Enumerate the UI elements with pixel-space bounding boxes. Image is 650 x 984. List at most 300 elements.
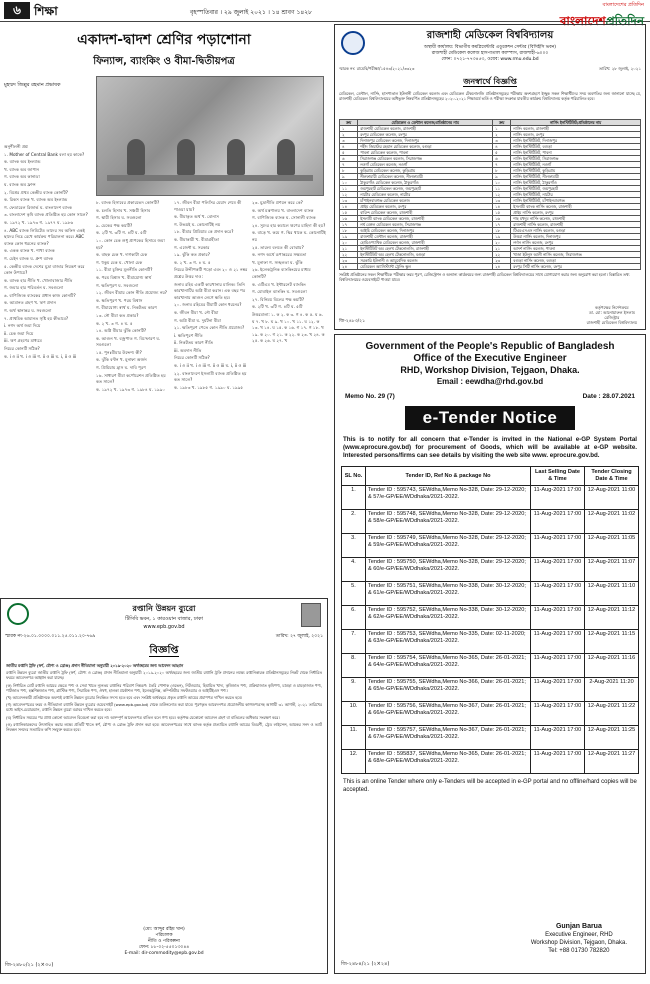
question-line: খ. ব্যাংক অব জাপান [4,166,40,172]
tender-close-cell: 12-Aug-2021 11:27 [585,750,639,774]
question-line: গ. উভয়ই ঘ. কোনোটিই নয় [174,221,221,227]
tender-last-cell: 11-Aug-2021 17:00 [531,750,585,774]
table-header-cell: Last Selling Date & Time [531,467,585,486]
question-line: ৪. ABC ব্যাংক লিমিটেড তাদের সব অফিস একই ছাদের নিচে রেখে কার্যক্রম পরিচালনা করে। ABC ব্যাংক কোন ধরনের ব্যাংক? [4,227,85,246]
epb-website[interactable]: www.epb.gov.bd [143,624,185,630]
table-cell: ১৭ [493,222,511,228]
table-cell: ১০ [493,180,511,186]
rmu-institution-table [339,119,641,270]
question-line: ক. ১৯৮৩ খ. ১৯৮৫ গ. ১৯৯০ ঘ. ১৯৯৫ [174,384,244,390]
table-cell: ১৯ [340,234,358,240]
table-cell: ২২ [340,252,358,258]
table-cell: নার্সিং ইনস্টিটিউট, কুড়িগ্রাম [511,168,641,174]
table-cell: দিনাজপুর মেডিকেল কলেজ, দিনাজপুর [358,138,493,144]
rmu-footer: সংশ্লিষ্ট প্রতিষ্ঠানের সকল শিক্ষার্থীকে পরীক্ষার ফরম পূরণ, রেজিস্ট্রেশন ও অন্যান্য কার্যক্রমের জন্য রাজশাহী মেডিকেল বিশ্ববিদ্যালয়ের সাথে যোগাযোগ করার জন্য অনুরোধ করা হলো। বিস্তারিত তথ্য বিশ্ববিদ্যালয়ের ওয়েবসাইটে পাওয়া যাবে। [339,272,630,282]
table-cell: ৪ [493,144,511,150]
rhd-footer: This is an online Tender where only e-Tenders will be accepted in e-GP portal and no offline/hard copies will be accepted. [343,779,637,793]
question-line: ৭. প্রাথমিক আমানত সৃষ্টি হয় কীভাবে? [4,315,69,321]
rhd-intro: This is to notify for all concern that e-Tender is invited in the National e-GP System Portal (www.eprocure.gov.bd) for procurement of Goods, which will be available at e-GP website. Interested persons/firms can see details by visiting the web site www. eprocure.gov.bd. [343,436,637,459]
question-line: ৬. বাণিজ্যিক ব্যাংকের প্রধান কাজ কোনটি? [4,292,76,298]
table-cell: ৬ [493,156,511,162]
table-cell: আদর্শ নার্সিং কলেজ, পাবনা [511,246,641,252]
masthead [0,0,650,28]
article-subtitle: ফিন্যান্স, ব্যাংকিং ও বীমা-দ্বিতীয়পত্র [93,56,235,67]
question-line: ১০. কোন চেক শুধু প্রাপকের হিসাবে জমা হয়? [96,237,165,250]
table-cell: ৪ [340,144,358,150]
table-cell: ৭ [493,162,511,168]
question-line: ক. আগুন খ. বজ্রপাত গ. বিস্ফোরণ ঘ. সবগুলো [96,335,161,348]
rhd-signature [531,923,627,955]
tender-last-cell: 11-Aug-2021 17:00 [531,582,585,606]
table-cell: নার্সিং ইনস্টিটিউট, চাঁপাইনবাবগঞ্জ [511,198,641,204]
tender-table [341,466,639,774]
table-cell: রংপুর মেডিকেল কলেজ, রংপুর [358,132,493,138]
tender-close-cell: 12-Aug-2021 11:10 [585,582,639,606]
rhd-sign-name: Gunjan Barua [555,923,602,930]
tender-ref-cell: Tender ID : 595837, SEWdha,Memo No-365, Date: 26-01-2021; & 68/e-GP/EE/WDdhaka/2021-2022. [366,750,531,774]
question-line: ২০. জনাব রহিমের বীমাটি কোন ধরনের? [174,302,242,308]
table-cell: নাটোর মেডিকেল কলেজ, নাটোর [358,192,493,198]
table-cell: ১৫ [340,210,358,216]
table-cell: ২৩ [493,258,511,264]
question-line: ২৫. তারল্য বলতে কী বোঝায়? [252,244,304,250]
tender-row [342,486,639,510]
question-line: খ. মুনাফা গ. সচ্ছলতা ঘ. ঝুঁকি [252,259,303,265]
tender-ref-cell: Tender ID : 595743, SEWdha,Memo No-328, Date: 29-12-2020; & 57/e-GP/EE/WDdhaka/2021-2022. [366,486,531,510]
table-cell: হোমিওপ্যাথিক মেডিকেল কলেজ, রাজশাহী [358,240,493,246]
tender-last-cell: 11-Aug-2021 17:00 [531,630,585,654]
article-column-1 [4,144,92,596]
classroom-photo [96,76,324,196]
tender-ref-cell: Tender ID : 595755, SEWdha,Memo No-366, Date: 26-01-2021; & 65/e-GP/EE/WDdhaka/2021-2022. [366,678,531,702]
epb-paragraph: (ক) নির্ধারিত মোট রপ্তানি আয়ের ক্ষেত্রে পণ্য ও সেবা খাতে ন্যূনতম রপ্তানির পরিমাণ নিম্নরূপ: তৈরি পোশাক (ওভেন), নিটওয়্যার, হিমায়িত খাদ্য, কৃষিজাত পণ্য, প্রক্রিয়াজাত কৃষিপণ্য, চামড়া ও চামড়াজাত পণ্য, পাটজাত পণ্য, হস্তশিল্পজাত পণ্য, প্লাস্টিক পণ্য, সিরামিক পণ্য, ঔষধ, হালকা প্রকৌশল পণ্য, ইলেকট্রনিক্স, কম্পিউটার সফটওয়্যার ও আইটিইএস পণ্য। [6,682,322,693]
desk-shape [107,175,313,181]
tender-close-cell: 12-Aug-2021 11:16 [585,654,639,678]
table-cell: ইসলামী ব্যাংক নার্সিং কলেজ, রাজশাহী [511,204,641,210]
question-line: ক. বীমাকৃত অর্থ খ. বোনাস [174,214,219,220]
table-cell: বারিন্দ মেডিকেল কলেজ, রাজশাহী [358,210,493,216]
epb-logo-icon [7,603,29,625]
question-line: ১৪. অগ্নি বীমার ঝুঁকি কোনটি? [96,328,147,334]
table-cell: নার্সিং ইনস্টিটিউট, ঠাকুরগাঁও [511,180,641,186]
table-cell: ৫ [340,150,358,156]
tender-row [342,654,639,678]
table-cell: ৩ [340,138,358,144]
table-cell: ১৩ [493,198,511,204]
epb-org-name: রপ্তানি উন্নয়ন ব্যুরো [132,604,196,613]
question-line: নিচের উদ্দীপকটি পড়ো এবং ২০ ও ২১ নম্বর প্রশ্নের উত্তর দাও: [174,267,248,279]
question-line: ক. বাহক চেক খ. দাগকাটা চেক [96,252,148,258]
table-cell: নর্দান নার্সিং কলেজ, রংপুর [511,240,641,246]
table-cell: ৫ [493,150,511,156]
table-cell: ১৪ [340,204,358,210]
table-cell: নার্সিং কলেজ, রংপুর [511,132,641,138]
question-line: গ. বাণিজ্যিক ব্যাংক ঘ. সোনালী ব্যাংক [252,215,316,221]
tender-last-cell: 11-Aug-2021 17:00 [531,558,585,582]
table-cell: নার্সিং ইনস্টিটিউট, বগুড়া [511,144,641,150]
rmu-title: রাজশাহী মেডিকেল বিশ্ববিদ্যালয় [426,30,554,41]
table-cell: শহীদ জিয়াউর রহমান মেডিকেল কলেজ, বগুড়া [358,144,493,150]
table-cell: মেডিকেল অ্যাসিস্ট্যান্ট ট্রেনিং স্কুল [358,264,493,270]
tender-row [342,606,639,630]
question-line: ক. i ও ii খ. i ও iii গ. ii ও iii ঘ. i, ii ও iii [174,363,247,369]
tender-sl-cell: 8. [342,654,366,678]
question-line: ক. ২ খ. ৩ গ. ৪ ঘ. ৫ [96,320,133,326]
rmu-sign-name: ডা. মো: আনোয়ারুল ইসলাম [588,310,635,315]
question-line: গ. অগ্নি বীমা ঘ. দুর্ঘটনা বীমা [174,317,221,323]
table-cell: শাহ মখদুম নার্সিং কলেজ, রাজশাহী [511,216,641,222]
tender-sl-cell: 6. [342,606,366,630]
question-line: ১৩. নৌ বীমা কত প্রকার? [96,312,139,318]
question-line: গ. ফেডারেল রিজার্ভ ঘ. বাংলাদেশ ব্যাংক [4,204,72,210]
tender-last-cell: 11-Aug-2021 17:00 [531,510,585,534]
rmu-ad-code: জি-২৪৮৩/২১ [339,319,365,324]
question-line: গ. জমার হার পরিবর্তন ঘ. সবগুলো [4,285,64,291]
table-cell: ইনস্টিটিউট অব হেলথ টেকনোলজি, বগুড়া [358,252,493,258]
tender-sl-cell: 3. [342,534,366,558]
tender-row [342,558,639,582]
question-line: iii. ঋণ গ্রহণের মাধ্যমে [4,338,42,344]
rmu-notice [334,24,646,330]
question-line: ঘ. ব্যাংক অব ফ্রান্স [4,181,36,187]
tender-ref-cell: Tender ID : 595750, SEWdha,Memo No-328, Date: 29-12-2020; & 60/e-GP/EE/WDdhaka/2021-2022. [366,558,531,582]
tender-sl-cell: 4. [342,558,366,582]
table-cell: চাঁপাইনবাবগঞ্জ মেডিকেল কলেজ [358,198,493,204]
table-cell: ২০ [340,240,358,246]
question-line: ক. ২ খ. ৩ গ. ৪ ঘ. ৫ [174,259,211,265]
question-line: ক. ঝুঁকি বণ্টন খ. মুনাফা অর্জন [96,357,147,363]
brand-main: বাংলাদেশ [559,14,606,28]
table-cell: ১০ [340,180,358,186]
table-cell: ২১ [493,246,511,252]
table-cell: নার্সিং ইনস্টিটিউট, পাবনা [511,150,641,156]
rhd-office: Office of the Executive Engineer [413,353,567,364]
table-cell: ১৯ [493,234,511,240]
tender-row [342,630,639,654]
table-row [340,264,641,270]
epb-paragraph: রপ্তানি উন্নয়ন ব্যুরো জাতীয় রপ্তানি ট্রফি (স্বর্ণ, রৌপ্য ও ব্রোঞ্জ) প্রদান নীতিমালা অনুযায়ী ২০১৯-২০২০ অর্থবছরের জন্য জাতীয় রপ্তানি ট্রফি প্রদানের লক্ষ্যে রপ্তানিকারক প্রতিষ্ঠানসমূহের নিকট থেকে নির্ধারিত ফরমে আবেদনপত্র আহ্বান করা যাচ্ছে। [6,670,322,681]
table-cell: নার্সিং ইনস্টিটিউট, জয়পুরহাট [511,186,641,192]
question-line: ১১. বীমা চুক্তির মূলনীতি কোনটি? [96,267,153,273]
table-cell: ১১ [340,186,358,192]
question-line: ২৪. সুদের হার কমালে ঋণের চাহিদা কী হয়? [252,222,326,228]
article-column-2 [96,200,170,596]
rmu-sign-title: রেজিস্ট্রার [604,315,620,320]
question-line: গ. প্রিমিয়াম হ্রাস ঘ. দাবি পূরণ [96,365,146,371]
article-title: একাদশ-দ্বাদশ শ্রেণির পড়াশোনা [77,32,251,48]
question-line: ক. এটিএম খ. ইন্টারনেট ব্যাংকিং [252,281,306,287]
tender-row [342,582,639,606]
rmu-signature [587,305,637,325]
table-cell: রাজশাহী ডেন্টাল কলেজ, রাজশাহী [358,234,493,240]
tender-close-cell: 12-Aug-2021 11:12 [585,606,639,630]
question-line: জনাব রহিম একটি কারখানার মালিক। তিনি কারখানাটির অগ্নি বীমা করান। এক বছর পর কারখানায় আগুন লেগে ক্ষতি হয়। [174,281,246,300]
rhd-division: RHD, Workshop Division, Tejgaon, Dhaka. [400,365,580,375]
table-cell: নার্সিং ইনস্টিটিউট, নীলফামারী [511,174,641,180]
section-name: শিক্ষা [34,4,58,18]
table-cell: খাজা ইউনুস আলী নার্সিং কলেজ, সিরাজগঞ্জ [511,252,641,258]
article-column-4 [252,200,326,596]
brand-tagline: বাংলাদেশের প্রতিদিন [602,2,644,8]
tender-close-cell: 12-Aug-2021 11:05 [585,534,639,558]
question-line: নিচের কোনটি সঠিক? [4,346,40,352]
tender-sl-cell: 5. [342,582,366,606]
table-cell: প্রাইম মেডিকেল কলেজ, রংপুর [358,204,493,210]
question-line: ১৯. ঝুঁকি কত প্রকার? [174,252,210,258]
table-cell: নীলফামারী মেডিকেল কলেজ, নীলফামারী [358,174,493,180]
table-cell: ১৬ [340,216,358,222]
question-line: ক. ১৯৭২ খ. ১৯৭৩ গ. ১৯৮৪ ঘ. ১৯৯০ [96,386,166,392]
table-cell: ১৩ [340,198,358,204]
rhd-ad-code: জি-২৪৮৪/২১ (২×২৪) [341,961,390,967]
table-cell: নার্সিং ইনস্টিটিউট, নওগাঁ [511,162,641,168]
tender-ref-cell: Tender ID : 595751, SEWdha,Memo No-338, Date: 30-12-2020; & 61/e-GP/EE/WDdhaka/2021-2022. [366,582,531,606]
rhd-tender-notice [334,334,646,974]
tender-close-cell: 12-Aug-2021 11:15 [585,630,639,654]
table-cell: নার্সিং ইনস্টিটিউট, দিনাজপুর [511,138,641,144]
tender-last-cell: 11-Aug-2021 17:00 [531,654,585,678]
rhd-government: Government of the People's Republic of Bangladesh [365,341,615,352]
article-column-3 [174,200,248,596]
table-cell: সরকারি ইউনানী ও আয়ুর্বেদিক কলেজ [358,258,493,264]
education-article [0,24,328,596]
student-figure [277,139,295,175]
table-cell: ২ [340,132,358,138]
tender-ref-cell: Tender ID : 595749, SEWdha,Memo No-328, Date: 29-12-2020; & 59/e-GP/EE/WDdhaka/2021-2022. [366,534,531,558]
tender-close-cell: 12-Aug-2021 11:02 [585,510,639,534]
table-header-cell: SL No. [342,467,366,486]
table-cell: টিএমএসএস নার্সিং কলেজ, বগুড়া [511,228,641,234]
table-header-cell: নার্সিং ইনস্টিটিউট/প্রতিষ্ঠানের নাম [511,120,641,126]
question-line: গ. মোবাইল ব্যাংকিং ঘ. সবগুলো [252,289,307,295]
table-header-cell: ক্রম [340,120,358,126]
tender-ref-cell: Tender ID : 595757, SEWdha,Memo No-367, Date: 26-01-2021; & 67/e-GP/EE/WDdhaka/2021-2022. [366,726,531,750]
tender-close-cell: 12-Aug-2021 11:07 [585,558,639,582]
epb-sign-email[interactable]: E-mail: dir-commodity@epb.gov.bd [124,951,204,956]
epb-ad-code: জি-২৪৮০/২১ (২×৩০) [5,962,54,968]
table-cell: নর্থ বেঙ্গল মেডিকেল কলেজ, সিরাজগঞ্জ [358,222,493,228]
rmu-intro: মেডিকেল, ডেন্টাল, নার্সিং, হাসপাতাল ইউনানী মেডিকেল কলেজ এবং মেডিকেল টেকনোলজি প্রতিষ্ঠানসমূহের পরীক্ষায় অংশগ্রহণে ইচ্ছুক সকল শিক্ষার্থীদের সদয় অবগতির জন্য জানানো যাচ্ছে যে, রাজশাহী মেডিকেল বিশ্ববিদ্যালয়ের অধিভুক্ত নিম্নবর্ণিত প্রতিষ্ঠানসমূহের ২০২০-২০২১ শিক্ষাবর্ষে ভর্তি ও পরীক্ষা সংক্রান্ত যাবতীয় কার্যক্রম বিশ্ববিদ্যালয় কর্তৃক পরিচালিত হবে। [339,91,641,102]
question-line: ii. চেক জমা দিয়ে [4,330,34,336]
table-cell: আইচি মেডিকেল কলেজ, দিনাজপুর [358,228,493,234]
tender-sl-cell: 2. [342,510,366,534]
question-line: ৯. চেকের পক্ষ কয়টি? [96,222,133,228]
table-cell: ৮ [340,168,358,174]
question-line: ২২. বাংলাদেশে ইসলামী ব্যাংক প্রতিষ্ঠিত হয় কত সালে? [174,370,247,383]
table-header-cell: ক্রম [493,120,511,126]
tender-row [342,702,639,726]
question-line: গ. ক্ষতিপূরণ ঘ. সবগুলো [96,282,139,288]
question-line: ১. Mother of Central Bank বলা হয় কাকে? [4,151,85,157]
tender-ref-cell: Tender ID : 595748, SEWdha,Memo No-328, Date: 29-12-2020; & 58/e-GP/EE/WDdhaka/2021-2022. [366,510,531,534]
table-cell: ১১ [493,186,511,192]
rmu-sign-label: কর্তৃপক্ষের নির্দেশক্রমে [595,305,629,310]
question-line: ১৭. জীবন বীমা পলিসির মেয়াদ শেষে কী পাওয়া যায়? [174,200,242,212]
table-cell: ২১ [340,246,358,252]
question-line: ২. বিশ্বের প্রথম কেন্দ্রীয় ব্যাংক কোনটি? [4,189,68,195]
tender-last-cell: 11-Aug-2021 17:00 [531,534,585,558]
rhd-date: Date : 28.07.2021 [582,393,635,400]
table-cell: ৮ [493,168,511,174]
table-cell: ২৪ [340,264,358,270]
table-cell: উত্তরা নার্সিং কলেজ, দিনাজপুর [511,234,641,240]
question-line: ক. জীবন বীমা খ. নৌ বীমা [174,309,219,315]
epb-paragraph: (গ) আবেদনপত্রের ফরম ও নীতিমালা রপ্তানি উন্নয়ন ব্যুরোর ওয়েবসাইট (www.epb.gov.bd) থেকে ডাউনলোড করা যাবে। পূরণকৃত আবেদনপত্র প্রয়োজনীয় কাগজপত্রসহ আগামী ৩১ আগস্ট, ২০২১ তারিখের মধ্যে ভাইস-চেয়ারম্যান, রপ্তানি উন্নয়ন ব্যুরো বরাবর দাখিল করতে হবে। [6,702,322,713]
question-line: ক. অর্থ মন্ত্রণালয় খ. বাংলাদেশ ব্যাংক [252,207,314,213]
rhd-header [335,341,645,387]
rmu-logo-icon [341,31,365,55]
question-line: ক. ২টি খ. ৩টি গ. ৪টি ঘ. ৫টি [252,304,303,310]
question-line: গ. চেইন ব্যাংক ঘ. গ্রুপ ব্যাংক [4,255,54,261]
tender-ref-cell: Tender ID : 595753, SEWdha,Memo No-335, Date: 02-11-2020; & 63/e-GP/EE/WDdhaka/2021-2022. [366,630,531,654]
question-line: গ. ব্যাংক অব কানাডা [4,174,40,180]
rmu-office: অস্থায়ী কার্যালয়: বিভাগীয় কমপ্লিমেন্টারি এডুকেশন সেন্টার (বিসিইসি ভবন) [423,45,557,50]
table-cell: ২৪ [493,264,511,270]
rhd-sign-office: Workshop Division, Tejgaon, Dhaka. [530,940,627,946]
tender-last-cell: 11-Aug-2021 17:00 [531,678,585,702]
question-line: ক. নগদ অর্থে রূপান্তরের সক্ষমতা [252,252,307,258]
question-line: ক. একক ব্যাংক খ. শাখা ব্যাংক [4,248,55,254]
question-line: নিচের কোনটি সঠিক? [174,355,210,361]
tender-row [342,510,639,534]
tender-close-cell: 2-Aug-2021 11:20 [585,678,639,702]
tender-sl-cell: 10. [342,702,366,726]
question-line: iii. অবদান নীতি [174,347,202,353]
table-cell: ১ [340,126,358,132]
rhd-sign-title: Executive Engineer, RHD [545,932,613,938]
table-cell: নার্সিং ইনস্টিটিউট, সিরাজগঞ্জ [511,156,641,162]
tender-row [342,534,639,558]
tender-sl-cell: 11. [342,726,366,750]
table-cell: ৭ [340,162,358,168]
portrait-photo [301,603,321,627]
student-figure [127,139,145,175]
table-cell: রাজশাহী মেডিকেল কলেজ, রাজশাহী [358,126,493,132]
table-cell: নার্সিং ইনস্টিটিউট, নাটোর [511,192,641,198]
question-line: ১৬. সাধারণ বীমা কর্পোরেশন প্রতিষ্ঠিত হয় কত সালে? [96,372,166,385]
epb-sign-title: পরিচালক [155,933,173,938]
question-line: ক. i ও ii খ. i ও iii গ. ii ও iii ঘ. i, ii ও iii [4,353,77,359]
table-cell: ইসলামী ব্যাংক মেডিকেল কলেজ, রাজশাহী [358,216,493,222]
tender-last-cell: 11-Aug-2021 17:00 [531,702,585,726]
table-cell: ১৮ [340,228,358,234]
epb-sign-name: (মো: আব্দুর রহিম খান) [143,927,185,932]
question-line: গ. হুকুম চেক ঘ. খোলা চেক [96,259,143,265]
question-line: ১৮. বীমার প্রিমিয়াম কে প্রদান করে? [174,229,234,235]
table-cell: ৯ [493,174,511,180]
question-line: ক. ক্ষতিপূরণ খ. পরম বিশ্বাস [96,297,143,303]
table-cell: ১ [493,126,511,132]
epb-body [6,663,322,933]
table-cell: ইনস্টিটিউট অব হেলথ টেকনোলজি, রাজশাহী [358,246,493,252]
question-line: ২৬. ইলেকট্রনিক ব্যাংকিংয়ের মাধ্যম কোনটি? [252,267,311,279]
question-line: ১৫. পুনঃবীমার উদ্দেশ্য কী? [96,349,142,355]
rhd-memo: Memo No. 29 (7) [345,393,395,400]
rhd-email[interactable]: Email : eewdha@rhd.gov.bd [436,377,544,386]
question-line: ১২. জীবন বীমায় কোন নীতি প্রযোজ্য নয়? [96,290,168,296]
table-cell: নওগাঁ মেডিকেল কলেজ, নওগাঁ [358,162,493,168]
table-cell: ১৫ [493,210,511,216]
epb-paragraph: (ঙ) রপ্তানিকারকদের উৎসাহিত করার লক্ষ্যে প্রতিটি খাতে স্বর্ণ, রৌপ্য ও ব্রোঞ্জ ট্রফি প্রদান করা হবে। আবেদনপত্রের সাথে ব্যাংক কর্তৃক প্রত্যায়িত রপ্তানি আয়ের বিবরণী, ট্রেড লাইসেন্স, আয়কর সনদ ও ভ্যাট নিবন্ধন সনদের সত্যায়িত কপি সংযুক্ত করতে হবে। [6,721,322,733]
epb-signature [1,927,327,957]
table-cell: জয়পুরহাট মেডিকেল কলেজ, জয়পুরহাট [358,186,493,192]
tender-ref-cell: Tender ID : 595756, SEWdha,Memo No-367, Date: 26-01-2021; & 66/e-GP/EE/WDdhaka/2021-2022. [366,702,531,726]
question-line: উত্তরমালা: ১. ক ২. ক ৩. গ ৪. ক ৫. ঘ ৬. ঘ ৭. খ ৮. ঘ ৯. খ ১০. খ ১১. ঘ ১২. ক ১৩. খ ১৪. ঘ ১৫. ক ১৬. গ ১৭. গ ১৮. খ ১৯. ক ২০. গ ২১. ক ২২. ক ২৩. খ ২৪. ক ২৫. ক ২৬. ঘ ২৭. খ [252,311,325,344]
question-line: ৫. কেন্দ্রীয় ব্যাংক দেশের মুদ্রা বাজার নিয়ন্ত্রণ করে কোন উপায়ে? [4,263,85,276]
table-cell: ২২ [493,252,511,258]
table-cell: ১৬ [493,216,511,222]
brand-accent: প্রতিদিন [605,14,644,28]
question-line: গ. স্থায়ী হিসাব ঘ. সবগুলো [96,215,142,221]
student-figure [227,139,245,175]
question-line: i. ক্ষতিপূরণ নীতি [174,332,203,338]
tender-last-cell: 11-Aug-2021 17:00 [531,486,585,510]
table-cell: ঠাকুরগাঁও মেডিকেল কলেজ, ঠাকুরগাঁও [358,180,493,186]
table-cell: ২ [493,132,511,138]
page-number: ৬ [4,2,30,19]
table-cell: বগুড়া নার্সিং কলেজ, বগুড়া [511,258,641,264]
tender-ref-cell: Tender ID : 595754, SEWdha,Memo No-365, Date: 26-01-2021; & 64/e-GP/EE/WDdhaka/2021-2022. [366,654,531,678]
table-cell: প্রাইম নার্সিং কলেজ, রংপুর [511,210,641,216]
question-line: ক. ব্যাংক হার নীতি খ. খোলাবাজার নীতি [4,277,73,283]
table-cell: ১২ [340,192,358,198]
question-line: ক. পরম বিশ্বাস খ. বীমাযোগ্য স্বার্থ [96,274,152,280]
question-line: ক. বাড়ে খ. কমে গ. স্থির থাকে ঘ. কোনোটিই নয় [252,230,326,242]
question-line: ক. ব্যাংক অব ইংল্যান্ড [4,159,41,165]
rmu-campus: রাজশাহী মেডিকেল কলেজ হাসপাতাল ক্যাম্পাস, রাজশাহী-৬০০০ [431,51,549,56]
etender-banner: e-Tender Notice [405,406,575,430]
rmu-notice-title: জনস্বার্থে বিজ্ঞপ্তি [463,77,517,86]
epb-heading: জাতীয় রপ্তানি ট্রফি (স্বর্ণ, রৌপ্য ও ব্রোঞ্জ) প্রদান নীতিমালা অনুযায়ী ২০১৯-২০২০ অর্থবছরের জন্য আবেদন আহ্বান [6,663,184,668]
tender-row [342,678,639,702]
epb-paragraph: (খ) আবেদনকারী প্রতিষ্ঠানকে অবশ্যই রপ্তানি উন্নয়ন ব্যুরোর নিবন্ধিত সদস্য হতে হবে এবং সংশ্লিষ্ট অর্থবছরে প্রকৃত রপ্তানি আয়ের প্রমাণপত্র দাখিল করতে হবে। [6,695,243,701]
rhd-sign-phone: Tel: +88 01730 782820 [548,948,610,954]
table-cell: নার্সিং কলেজ, রাজশাহী [511,126,641,132]
epb-notice [0,598,328,974]
table-cell: পাবনা মেডিকেল কলেজ, পাবনা [358,150,493,156]
table-header-cell: মেডিকেল ও ডেন্টাল কলেজ/প্রতিষ্ঠানের নাম [358,120,493,126]
table-cell: ৩ [493,138,511,144]
tender-row [342,750,639,774]
table-cell: সিরাজগঞ্জ মেডিকেল কলেজ, সিরাজগঞ্জ [358,156,493,162]
article-byline: মুহম্মদ জিল্লুর রহমান প্রভাষক [4,82,61,88]
table-cell: রংপুর সিটি নার্সিং কলেজ, রংপুর [511,264,641,270]
epb-sign-dept: নীতি ও পরিকল্পনা [148,939,180,944]
epb-title: বিজ্ঞপ্তি [149,645,179,656]
question-line: ক. আমানত গ্রহণ খ. ঋণ প্রদান [4,300,56,306]
student-figure [177,139,195,175]
question-line: ২১. ক্ষতিপূরণ পেতে কোন নীতি প্রযোজ্য? [174,325,245,331]
question-line: গ. অর্থ স্থানান্তর ঘ. সবগুলো [4,308,52,314]
epb-sign-phone: ফোন: ৮৮-০২-৫৫০১৩০৪৪ [138,945,190,950]
tender-close-cell: 12-Aug-2021 11:25 [585,726,639,750]
question-line: ক. ২টি খ. ৩টি গ. ৪টি ঘ. ৫টি [96,230,147,236]
table-cell: ১৭ [340,222,358,228]
table-cell: ৬ [340,156,358,162]
table-cell: ৯ [340,174,358,180]
tender-ref-cell: Tender ID : 595752, SEWdha,Memo No-338, Date: 30-12-2020; & 62/e-GP/EE/WDdhaka/2021-2022. [366,606,531,630]
issue-date: বৃহস্পতিবার । ২৯ জুলাই ২০২১ । ১৪ শ্রাবণ ১৪২৮ [190,9,313,16]
question-line: অনুশীলনী প্রশ্ন [4,144,28,149]
table-cell: কুড়িগ্রাম মেডিকেল কলেজ, কুড়িগ্রাম [358,168,493,174]
epb-memo: স্মারক নং-২৬.০১.০০০০.০১১.২৫.০১১.২০-৭৬৯ [5,634,96,639]
question-line: ২৭. বিনিময় বিলের পক্ষ কয়টি? [252,296,305,302]
table-cell: ১২ [493,192,511,198]
rmu-date: তারিখ: ২৮ জুলাই, ২০২১ [599,66,641,71]
question-line: ক. বীমাকারী খ. বীমাগ্রহীতা [174,236,220,242]
table-cell: ১৮ [493,228,511,234]
table-cell: ২৩ [340,258,358,264]
